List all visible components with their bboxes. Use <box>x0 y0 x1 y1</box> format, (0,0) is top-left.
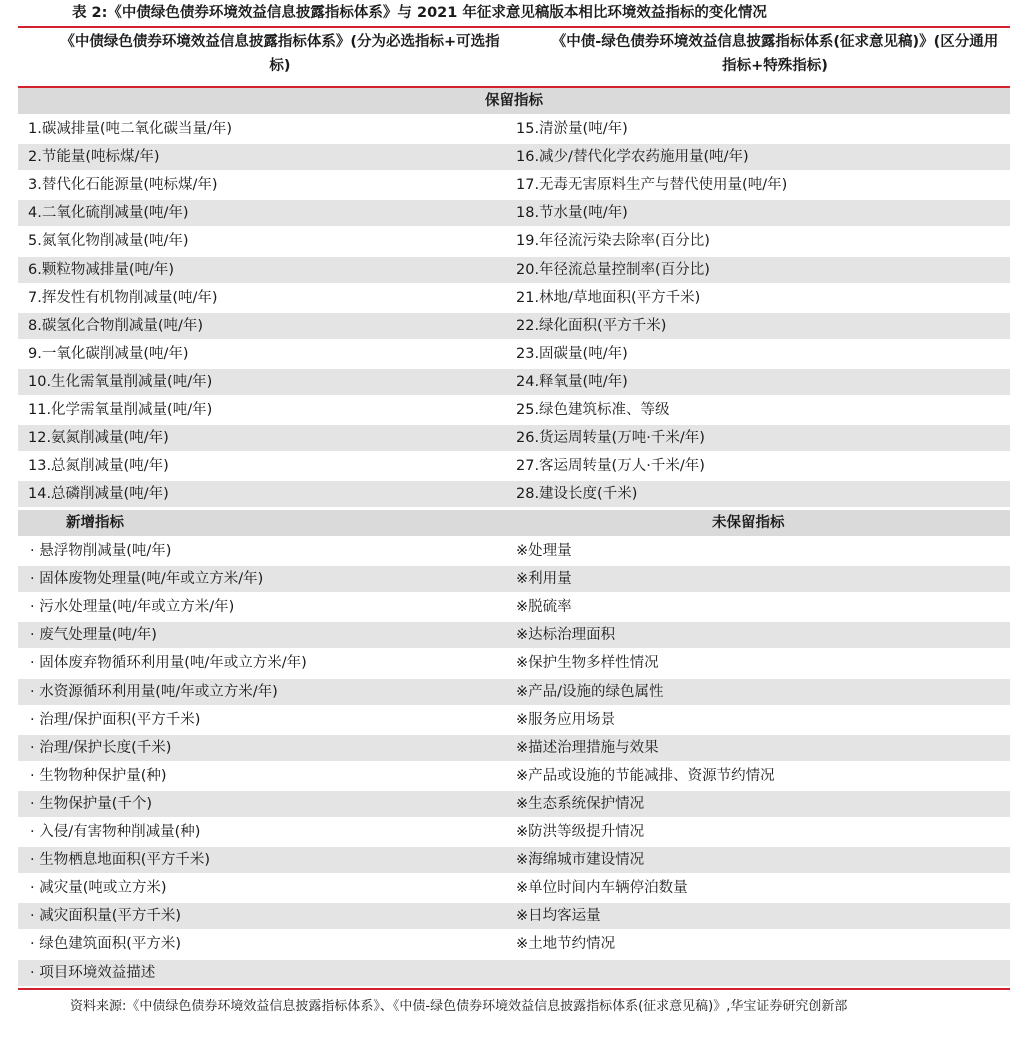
added-indicator: · 水资源循环利用量(吨/年或立方米/年) <box>30 684 278 700</box>
retained-indicator-right: 27.客运周转量(万人·千米/年) <box>516 458 705 474</box>
not-retained-indicator: ※产品/设施的绿色属性 <box>516 684 664 700</box>
header-left: 《中债绿色债券环境效益信息披露指标体系》(分为必选指标+可选指标) <box>60 34 500 74</box>
retained-indicator-right: 21.林地/草地面积(平方千米) <box>516 290 701 306</box>
added-section-title: 新增指标 <box>66 515 124 531</box>
not-retained-indicator: ※处理量 <box>516 543 572 559</box>
added-indicator: · 固体废物处理量(吨/年或立方米/年) <box>30 571 264 587</box>
added-indicator: · 入侵/有害物种削减量(种) <box>30 824 201 840</box>
added-indicator: · 治理/保护长度(千米) <box>30 740 172 756</box>
added-indicator: · 悬浮物削减量(吨/年) <box>30 543 172 559</box>
added-indicator: · 减灾面积量(平方千米) <box>30 908 182 924</box>
retained-indicator-left: 7.挥发性有机物削减量(吨/年) <box>28 290 218 306</box>
changes-row-shade <box>18 791 1010 817</box>
retained-indicator-left: 10.生化需氧量削减量(吨/年) <box>28 374 213 390</box>
table-caption: 表 2:《中债绿色债券环境效益信息披露指标体系》与 2021 年征求意见稿版本相比环境效益指标的变化情况 <box>72 5 767 21</box>
retained-indicator-left: 14.总磷削减量(吨/年) <box>28 486 169 502</box>
source-note: 资料来源:《中债绿色债券环境效益信息披露指标体系》、《中债-绿色债券环境效益信息披露指标体系(征求意见稿)》,华宝证券研究创新部 <box>70 999 848 1014</box>
retained-indicator-left: 4.二氧化硫削减量(吨/年) <box>28 205 189 221</box>
top-red-rule <box>18 26 1010 28</box>
not-retained-indicator: ※利用量 <box>516 571 572 587</box>
added-indicator: · 绿色建筑面积(平方米) <box>30 936 182 952</box>
added-indicator: · 减灾量(吨或立方米) <box>30 880 167 896</box>
added-indicator: · 废气处理量(吨/年) <box>30 627 157 643</box>
retained-section-title: 保留指标 <box>485 93 543 109</box>
changes-row-shade <box>18 622 1010 648</box>
retained-indicator-right: 28.建设长度(千米) <box>516 486 638 502</box>
not-retained-indicator: ※生态系统保护情况 <box>516 796 645 812</box>
not-retained-indicator: ※保护生物多样性情况 <box>516 655 659 671</box>
retained-indicator-left: 3.替代化石能源量(吨标煤/年) <box>28 177 218 193</box>
not-retained-indicator: ※日均客运量 <box>516 908 601 924</box>
retained-indicator-right: 19.年径流污染去除率(百分比) <box>516 233 710 249</box>
retained-indicator-right: 23.固碳量(吨/年) <box>516 346 628 362</box>
added-indicator: · 治理/保护面积(平方千米) <box>30 712 201 728</box>
retained-indicator-left: 2.节能量(吨标煤/年) <box>28 149 160 165</box>
retained-indicator-right: 16.减少/替代化学农药施用量(吨/年) <box>516 149 749 165</box>
retained-indicator-left: 5.氮氧化物削减量(吨/年) <box>28 233 189 249</box>
retained-indicator-left: 8.碳氢化合物削减量(吨/年) <box>28 318 204 334</box>
retained-indicator-left: 9.一氧化碳削减量(吨/年) <box>28 346 189 362</box>
bottom-red-rule <box>18 988 1010 990</box>
header-right: 《中债-绿色债券环境效益信息披露指标体系(征求意见稿)》(区分通用指标+特殊指标) <box>551 34 999 74</box>
not-retained-indicator: ※脱硫率 <box>516 599 572 615</box>
not-retained-indicator: ※土地节约情况 <box>516 936 616 952</box>
not-retained-indicator: ※防洪等级提升情况 <box>516 824 645 840</box>
added-indicator: · 生物保护量(千个) <box>30 796 153 812</box>
retained-indicator-left: 11.化学需氧量削减量(吨/年) <box>28 402 213 418</box>
added-indicator: · 生物栖息地面积(平方千米) <box>30 852 211 868</box>
not-retained-indicator: ※海绵城市建设情况 <box>516 852 645 868</box>
retained-indicator-right: 20.年径流总量控制率(百分比) <box>516 262 710 278</box>
retained-indicator-left: 12.氨氮削减量(吨/年) <box>28 430 169 446</box>
added-section-band <box>18 510 1010 536</box>
not-retained-indicator: ※描述治理措施与效果 <box>516 740 659 756</box>
retained-indicator-right: 17.无毒无害原料生产与替代使用量(吨/年) <box>516 177 788 193</box>
retained-indicator-right: 22.绿化面积(平方千米) <box>516 318 667 334</box>
retained-indicator-right: 18.节水量(吨/年) <box>516 205 628 221</box>
not-retained-indicator: ※单位时间内车辆停泊数量 <box>516 880 688 896</box>
added-indicator: · 项目环境效益描述 <box>30 965 156 981</box>
not-retained-indicator: ※服务应用场景 <box>516 712 616 728</box>
not-retained-indicator: ※达标治理面积 <box>516 627 616 643</box>
retained-indicator-right: 24.释氧量(吨/年) <box>516 374 628 390</box>
added-indicator: · 生物物种保护量(种) <box>30 768 167 784</box>
not-retained-indicator: ※产品或设施的节能减排、资源节约情况 <box>516 768 775 784</box>
retained-indicator-left: 1.碳减排量(吨二氧化碳当量/年) <box>28 121 233 137</box>
retained-indicator-right: 26.货运周转量(万吨·千米/年) <box>516 430 705 446</box>
retained-indicator-right: 25.绿色建筑标准、等级 <box>516 402 670 418</box>
retained-indicator-left: 6.颗粒物减排量(吨/年) <box>28 262 175 278</box>
added-indicator: · 固体废弃物循环利用量(吨/年或立方米/年) <box>30 655 307 671</box>
added-indicator: · 污水处理量(吨/年或立方米/年) <box>30 599 235 615</box>
retained-indicator-right: 15.清淤量(吨/年) <box>516 121 628 137</box>
changes-row-shade <box>18 960 1010 986</box>
retained-row-shade <box>18 144 1010 170</box>
retained-indicator-left: 13.总氮削减量(吨/年) <box>28 458 169 474</box>
not-retained-section-title: 未保留指标 <box>712 515 785 531</box>
